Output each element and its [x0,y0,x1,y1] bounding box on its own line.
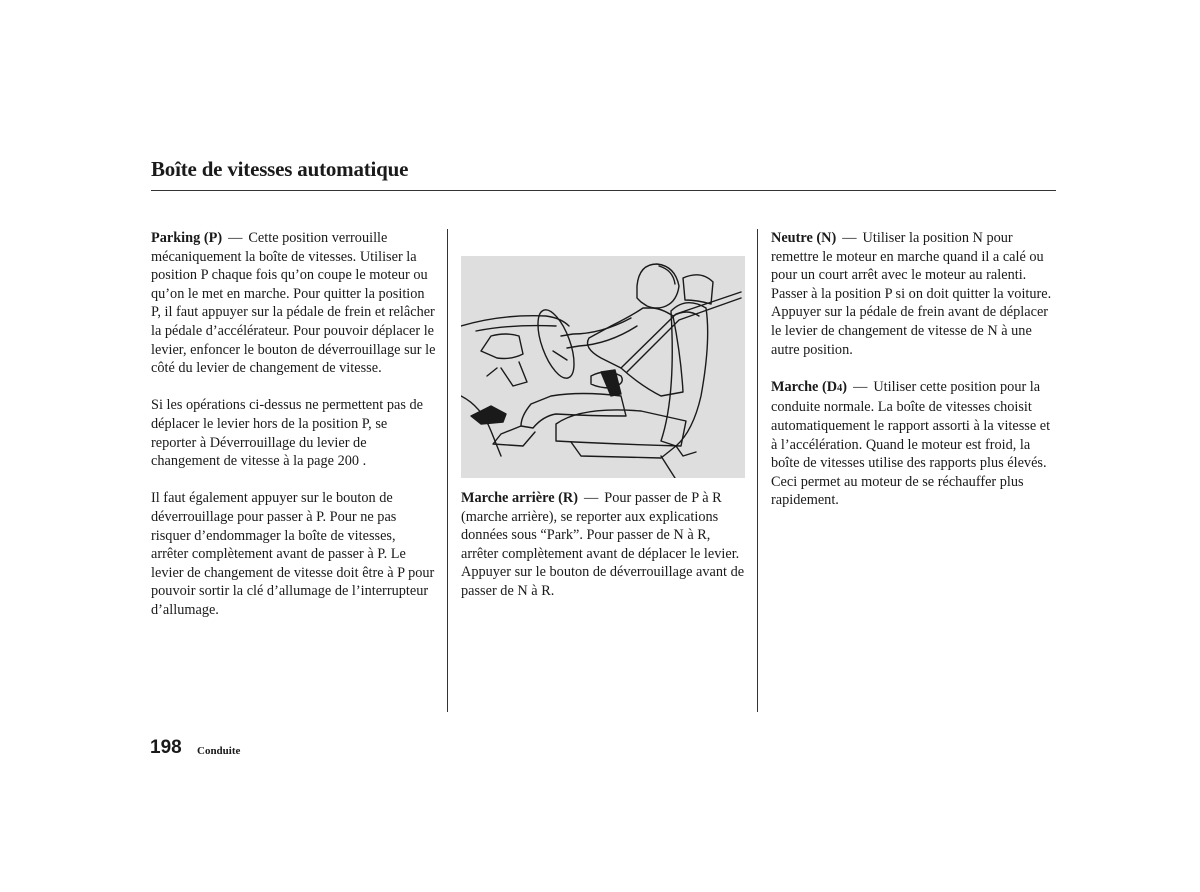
driver-shifting-figure [461,256,745,478]
term-drive-label: Marche (D [771,378,838,395]
em-dash: — [583,490,599,506]
page-number: 198 [150,737,182,758]
paragraph-drive [771,378,1056,510]
reverse-text: Pour passer de P à R (marche arrière), se reporter aux explications données sous “Park”. Pour passer de N à R, arrêter complètement avant de déplacer le levier. Appuyer sur le bouton de déverrouillage avant de passer de N à R. [461,490,745,599]
em-dash: — [228,230,243,246]
term-drive [771,379,847,395]
term-drive-close: ) [842,378,848,395]
column-right [771,229,1056,529]
term-reverse: Marche arrière (R) [461,490,578,506]
paragraph-release-button: Il faut également appuyer sur le bouton de déverrouillage pour passer à P. Pour ne pas risquer d’endommager la boîte de vitesses, arrêter complètement avant de passer à P. Le levier de changement de vitesse doit être à P pour pouvoir sortir la clé d’allumage de l’interrupteur d’allumage. [151,490,435,618]
title-divider [151,190,1056,191]
column-middle [461,489,746,619]
term-parking: Parking (P) [151,230,223,246]
em-dash: — [853,378,868,395]
paragraph-reverse [461,489,746,601]
neutral-text: Utiliser la position N pour remettre le moteur en marche quand il a calé ou pour un court arrêt avec le moteur au ralenti. Passer à la position P si on doit quitter la voiture. Appuyer sur la pédale de frein avant de déplacer le levier de changement de vitesse de N à une autre position. [771,230,1052,358]
column-divider-right [757,229,758,712]
driver-shifting-illustration-icon [461,256,745,478]
term-drive-subscript: 4 [837,382,843,394]
column-left [151,229,436,638]
drive-text: Utiliser cette position pour la conduite normale. La boîte de vitesses choisit automatiquement le rapport assorti à la vitesse et à l’accélération. Quand le moteur est froid, la boîte de vitesses utilise des rapports plus élevés. Ceci permet au moteur de se réchauffer plus rapidement. [771,378,1051,509]
em-dash: — [842,230,857,246]
term-neutral: Neutre (N) [771,230,837,246]
paragraph-unlock-reference: Si les opérations ci-dessus ne permettent pas de déplacer le levier hors de la position P, se reporter à Déverrouillage du levier de changement de vitesse à la page 200 . [151,397,423,470]
paragraph-neutral [771,229,1056,359]
page-title: Boîte de vitesses automatique [151,157,409,181]
section-label: Conduite [197,745,241,757]
parking-text: Cette position verrouille mécaniquement la boîte de vitesses. Utiliser la position P chaque fois qu’on coupe le moteur ou qu’on le met en marche. Pour quitter la position P, il faut appuyer sur la pédale de frein et relâcher la pédale d’accélérateur. Pour pouvoir déplacer le levier, enfoncer le bouton de déverrouillage sur le côté du levier de changement de vitesse. [151,230,436,377]
paragraph-parking [151,229,436,378]
column-divider-left [447,229,448,712]
